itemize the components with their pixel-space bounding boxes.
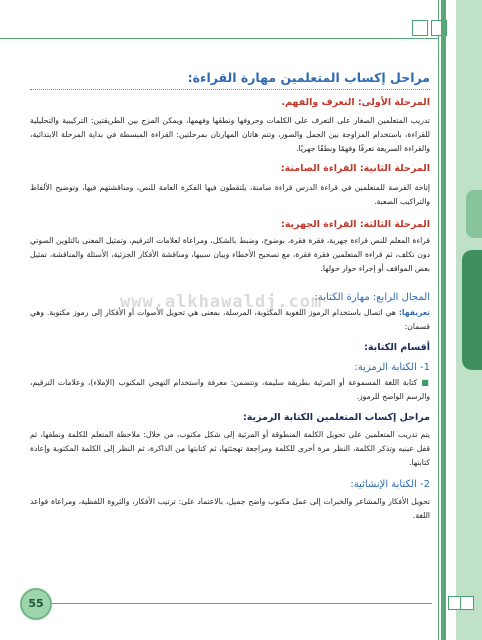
area4-heading: المجال الرابع: مهارة الكتابة: [314,292,430,303]
right-green-bar [441,0,446,640]
bullet-icon: ■ [421,378,430,387]
part1-bullet-item [30,376,430,404]
stage3-section [30,219,430,230]
stage3-text-block [30,234,430,276]
part2-heading: 2- الكتابة الإنشائية: [350,479,430,490]
part2-section [30,479,430,490]
top-frame-line [0,38,438,39]
right-frame-line [438,0,439,640]
part1-text-block [30,376,430,404]
stage2-heading: المرحلة الثانية: القراءة الصامتة: [280,163,430,174]
main-heading: مراحل إكساب المتعلمين مهارة القراءة: [30,70,430,90]
symbolic-stages-heading: مراحل إكساب المتعلمين الكتابة الرمزية: [242,412,430,423]
definition-label: تعريفها: [398,308,430,317]
stage3-heading: المرحلة الثالثة: القراءة الجهرية: [280,219,430,230]
stage2-text: إتاحة الفرصة للمتعلمين في قراءة الدرس قراءة صامتة، يلتقطون فيها الفكرة العامة للنص، ومناقشتهم فيها، وتوضيح الألفاظ والتراكيب الصعبة. [30,183,430,206]
stage1-text-block [30,114,430,156]
side-tab-marker [462,250,482,370]
part1-section [30,362,430,373]
side-tab-notch [466,190,482,238]
watermark: www.alkhawaldj.com [120,292,323,312]
part1-heading: 1- الكتابة الرمزية: [354,362,430,373]
symbolic-stages-text: يتم تدريب المتعلمين على تحويل الكلمة المنطوقة أو المرئية إلى شكل مكتوب، من خلال: ملاحظة المتعلم للكلمة ونطقها، ثم قفل عينيه وتذكر الكلمة، النظر مرة أخرى للكلمة ومراجعة تهجئتها، ثم كتابتها من الذاكرة، ثم النظر إلى الكلمة المكتوبة وإعادة كتابتها. [30,430,430,467]
part2-text-block [30,495,430,523]
definition-text: هي اتصال باستخدام الرموز اللغوية المكتوبة، المرسلة، بمعنى هي تحويل الأصوات أو الأفكار إلى رموز مكتوبة. وهي قسمان: [30,308,430,331]
writing-parts-heading: أقسام الكتابة: [364,342,430,353]
symbolic-stages-text-block [30,428,430,470]
stage3-text: قراءة المعلم للنص قراءة جهرية، فقرة فقرة، بوضوح، وضبط بالشكل، ومراعاة لعلامات الترقيم، وتمثيل المعنى بالتلوين الصوتي دون تكلف، ثم قراءة المتعلمين فقرة فقرة، مع تصحيح الأخطاء وبيان سببها، ومناقشة الأفكار الجزئية، الأسئلة والمناقشة، تمثيل بعض المواقف أو إجراء حوار حولها. [30,236,430,273]
part1-bullet-text: كتابة اللغة المسموعة أو المرئية بطريقة سليمة، وتتضمن: معرفة واستخدام التهجي المكتوب (الإملاء)، وعلامات الترقيم، والرسم الواضح للرموز. [30,378,430,401]
corner-square-decoration [460,596,474,610]
stage1-text: تدريب المتعلمين الصغار على التعرف على الكلمات وحروفها ونطقها وفهمها، ويمكن المزج بين الطريقتين: التركيبية والتحليلية للقراءة، باستخدام المزاوجة بين الجمل والصور، وتتم هاتان المهارتان بمرحلتين: القراءة المبسطة في بداية المرحلة الابتدائية، والقراءة السريعة تعرفًا وفهمًا ونطقًا جهريًا. [30,116,430,153]
writing-parts-section [30,342,430,353]
stage2-section [30,163,430,174]
page-number: 55 [20,588,52,620]
bottom-frame-line [50,603,432,604]
stage1-section [30,97,430,108]
symbolic-stages-section [30,412,430,423]
corner-square-decoration [412,20,428,36]
stage1-heading: المرحلة الأولى: التعرف والفهم. [281,97,430,108]
stage2-text-block [30,181,430,209]
part2-text: تحويل الأفكار والمشاعر والخبرات إلى عمل مكتوب واضح جميل، بالاعتماد على: ترتيب الأفكار، والثروة اللفظية، ومراعاة قواعد اللغة. [30,497,430,520]
